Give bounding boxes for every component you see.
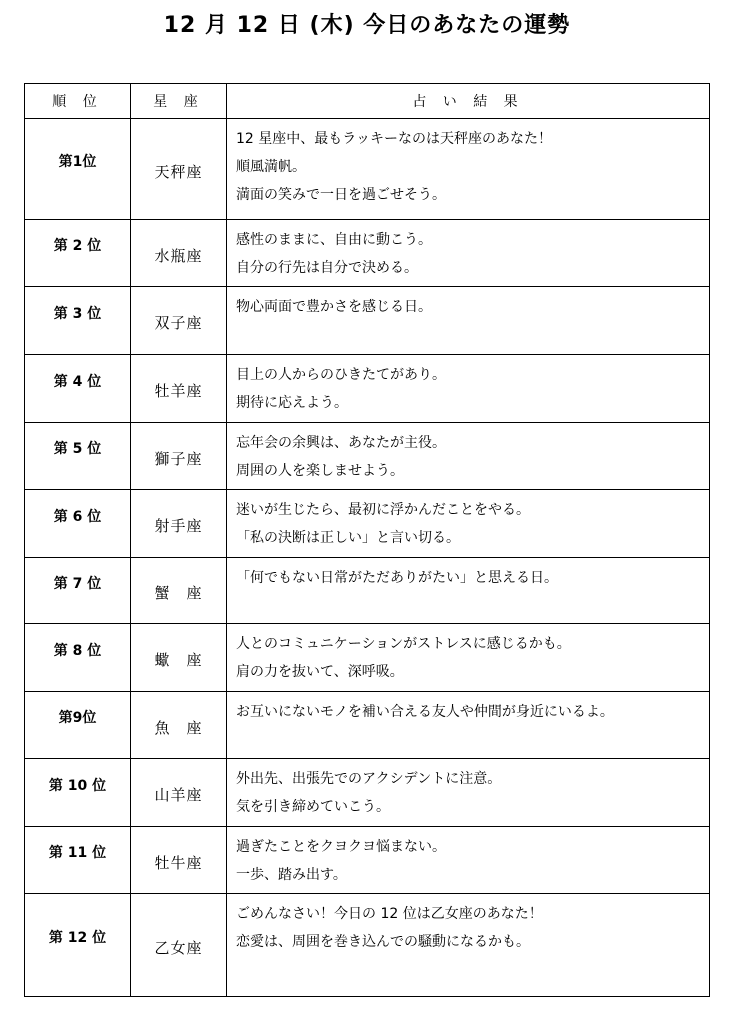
- sign-cell: [131, 624, 227, 692]
- header-result: 占 い 結 果: [227, 84, 710, 119]
- rank-cell: [25, 220, 131, 287]
- sign-label: 蟹 座: [154, 584, 203, 602]
- result-line: 目上の人からのひきたてがあり。: [236, 367, 446, 383]
- result-cell: [227, 624, 710, 692]
- rank-label: 第 4 位: [53, 373, 102, 390]
- result-cell: [227, 558, 710, 624]
- table-row: [25, 759, 710, 827]
- sign-cell: [131, 894, 227, 997]
- result-line: 過ぎたことをクヨクヨ悩まない。: [236, 839, 446, 855]
- sign-cell: [131, 558, 227, 624]
- result-line: 期待に応えよう。: [236, 395, 348, 411]
- table-row: [25, 894, 710, 997]
- result-line: お互いにないモノを補い合える友人や仲間が身近にいるよ。: [236, 704, 614, 720]
- result-line: 「何でもない日常がただありがたい」と思える日。: [236, 570, 558, 586]
- table-row: [25, 827, 710, 894]
- rank-label: 第 5 位: [53, 441, 102, 457]
- header-sign: 星 座: [131, 84, 227, 119]
- sign-cell: [131, 355, 227, 423]
- header-rank: 順 位: [25, 84, 131, 119]
- result-cell: [227, 220, 710, 287]
- sign-cell: [131, 827, 227, 894]
- table-row: [25, 490, 710, 558]
- result-line: 外出先、出張先でのアクシデントに注意。: [236, 771, 502, 787]
- fortune-table: [24, 83, 710, 997]
- rank-label: 第 6 位: [53, 508, 102, 525]
- sign-label: 魚 座: [154, 718, 203, 737]
- result-line: 12 星座中、最もラッキーなのは天秤座のあなた！: [236, 131, 552, 147]
- sign-label: 乙女座: [154, 938, 203, 957]
- result-line: 周囲の人を楽しませよう。: [236, 463, 404, 479]
- result-line: 忘年会の余興は、あなたが主役。: [236, 435, 446, 451]
- rank-label: 第 10 位: [48, 777, 107, 794]
- sign-cell: [131, 287, 227, 355]
- rank-label: 第 12 位: [48, 930, 107, 946]
- result-cell: [227, 355, 710, 423]
- rank-label: 第1位: [58, 154, 97, 170]
- result-cell: [227, 827, 710, 894]
- sign-label: 牡羊座: [154, 382, 203, 400]
- result-line: 感性のままに、自由に動こう。: [236, 232, 432, 248]
- result-line: 順風満帆。: [236, 159, 306, 175]
- result-line: 物心両面で豊かさを感じる日。: [236, 299, 432, 315]
- rank-label: 第 7 位: [53, 575, 102, 592]
- table-row: [25, 119, 710, 220]
- rank-cell: [25, 423, 131, 490]
- sign-cell: [131, 692, 227, 759]
- page-title: 12 月 12 日 (木) 今日のあなたの運勢: [163, 13, 571, 38]
- table-header-row: [25, 84, 710, 119]
- rank-cell: [25, 558, 131, 624]
- sign-label: 射手座: [154, 517, 203, 535]
- result-line: 一歩、踏み出す。: [236, 867, 347, 883]
- table-row: [25, 355, 710, 423]
- rank-cell: [25, 490, 131, 558]
- sign-cell: [131, 490, 227, 558]
- rank-cell: [25, 692, 131, 759]
- result-cell: [227, 490, 710, 558]
- sign-cell: [131, 759, 227, 827]
- rank-label: 第 8 位: [53, 642, 102, 659]
- rank-cell: [25, 119, 131, 220]
- rank-label: 第 2 位: [53, 238, 102, 254]
- sign-cell: [131, 423, 227, 490]
- sign-label: 獅子座: [154, 449, 203, 468]
- result-cell: [227, 692, 710, 759]
- result-cell: [227, 759, 710, 827]
- sign-label: 牡牛座: [154, 853, 203, 872]
- sign-label: 山羊座: [154, 786, 203, 804]
- result-cell: [227, 894, 710, 997]
- rank-cell: [25, 624, 131, 692]
- result-line: ごめんなさい！今日の 12 位は乙女座のあなた！: [236, 906, 543, 922]
- fortune-rows: [25, 119, 710, 997]
- table-row: [25, 558, 710, 624]
- rank-cell: [25, 827, 131, 894]
- result-line: 人とのコミュニケーションがストレスに感じるかも。: [236, 636, 571, 652]
- result-line: 気を引き締めていこう。: [236, 799, 390, 815]
- result-cell: [227, 287, 710, 355]
- result-cell: [227, 119, 710, 220]
- result-line: 迷いが生じたら、最初に浮かんだことをやる。: [236, 502, 530, 518]
- rank-cell: [25, 759, 131, 827]
- sign-label: 水瓶座: [154, 246, 203, 265]
- rank-cell: [25, 287, 131, 355]
- table-row: [25, 624, 710, 692]
- sign-cell: [131, 119, 227, 220]
- sign-label: 蠍 座: [154, 651, 203, 669]
- rank-cell: [25, 894, 131, 997]
- rank-label: 第9位: [58, 710, 97, 726]
- sign-cell: [131, 220, 227, 287]
- result-cell: [227, 423, 710, 490]
- rank-label: 第 11 位: [48, 845, 107, 861]
- result-line: 自分の行先は自分で決める。: [236, 260, 418, 276]
- rank-cell: [25, 355, 131, 423]
- table-row: [25, 692, 710, 759]
- result-line: 「私の決断は正しい」と言い切る。: [236, 530, 460, 546]
- table-row: [25, 423, 710, 490]
- result-line: 恋愛は、周囲を巻き込んでの騒動になるかも。: [236, 934, 530, 950]
- rank-label: 第 3 位: [53, 305, 102, 322]
- sign-label: 双子座: [154, 314, 203, 332]
- table-row: [25, 287, 710, 355]
- result-line: 満面の笑みで一日を過ごせそう。: [236, 187, 446, 203]
- sign-label: 天秤座: [154, 162, 203, 181]
- table-row: [25, 220, 710, 287]
- result-line: 肩の力を抜いて、深呼吸。: [236, 664, 404, 680]
